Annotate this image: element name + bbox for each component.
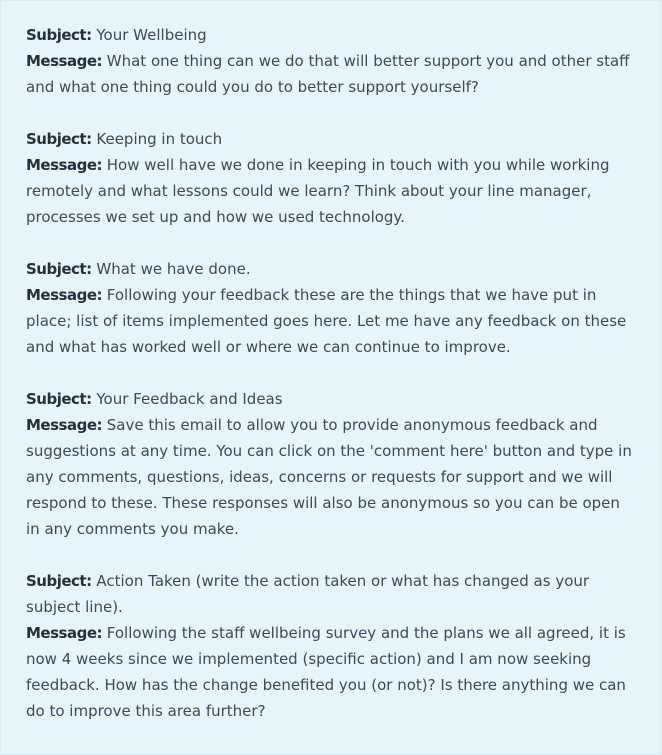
message-line [26, 282, 637, 360]
subject-label: Subject: [26, 572, 92, 590]
subject-line [26, 568, 637, 620]
subject-label: Subject: [26, 390, 92, 408]
template-entry-what-we-have-done [26, 256, 637, 360]
subject-line [26, 256, 637, 282]
subject-line [26, 386, 637, 412]
subject-text: Action Taken (write the action taken or what has changed as your subject line). [26, 572, 590, 616]
message-label: Message: [26, 156, 102, 174]
template-entry-feedback-ideas [26, 386, 637, 542]
subject-text: Your Wellbeing [96, 26, 207, 44]
message-text: What one thing can we do that will better support you and other staff and what one thing could you do to better support yourself? [26, 52, 630, 96]
message-label: Message: [26, 624, 102, 642]
subject-label: Subject: [26, 26, 92, 44]
subject-line [26, 22, 637, 48]
subject-text: Keeping in touch [96, 130, 223, 148]
message-label: Message: [26, 416, 102, 434]
subject-label: Subject: [26, 260, 92, 278]
template-entry-action-taken [26, 568, 637, 724]
template-entry-keeping-in-touch [26, 126, 637, 230]
message-text: Following your feedback these are the things that we have put in place; list of items implemented goes here. Let me have any feedback on these and what has worked well or where we can continue to improve. [26, 286, 627, 356]
message-text: Following the staff wellbeing survey and the plans we all agreed, it is now 4 weeks since we implemented (specific action) and I am now seeking feedback. How has the change benefited you (or not)? Is there anything we can do to improve this area further? [26, 624, 626, 720]
message-line [26, 48, 637, 100]
message-line [26, 152, 637, 230]
subject-text: What we have done. [96, 260, 251, 278]
subject-line [26, 126, 637, 152]
subject-label: Subject: [26, 130, 92, 148]
subject-text: Your Feedback and Ideas [96, 390, 283, 408]
message-text: Save this email to allow you to provide anonymous feedback and suggestions at any time. You can click on the 'comment here' button and type in any comments, questions, ideas, concerns or requests for support and we will respond to these. These responses will also be anonymous so you can be open in any comments you make. [26, 416, 632, 538]
message-label: Message: [26, 52, 102, 70]
message-line [26, 620, 637, 724]
message-text: How well have we done in keeping in touch with you while working remotely and what lessons could we learn? Think about your line manager, processes we set up and how we used technology. [26, 156, 610, 226]
message-label: Message: [26, 286, 102, 304]
message-line [26, 412, 637, 542]
template-entry-wellbeing [26, 22, 637, 100]
